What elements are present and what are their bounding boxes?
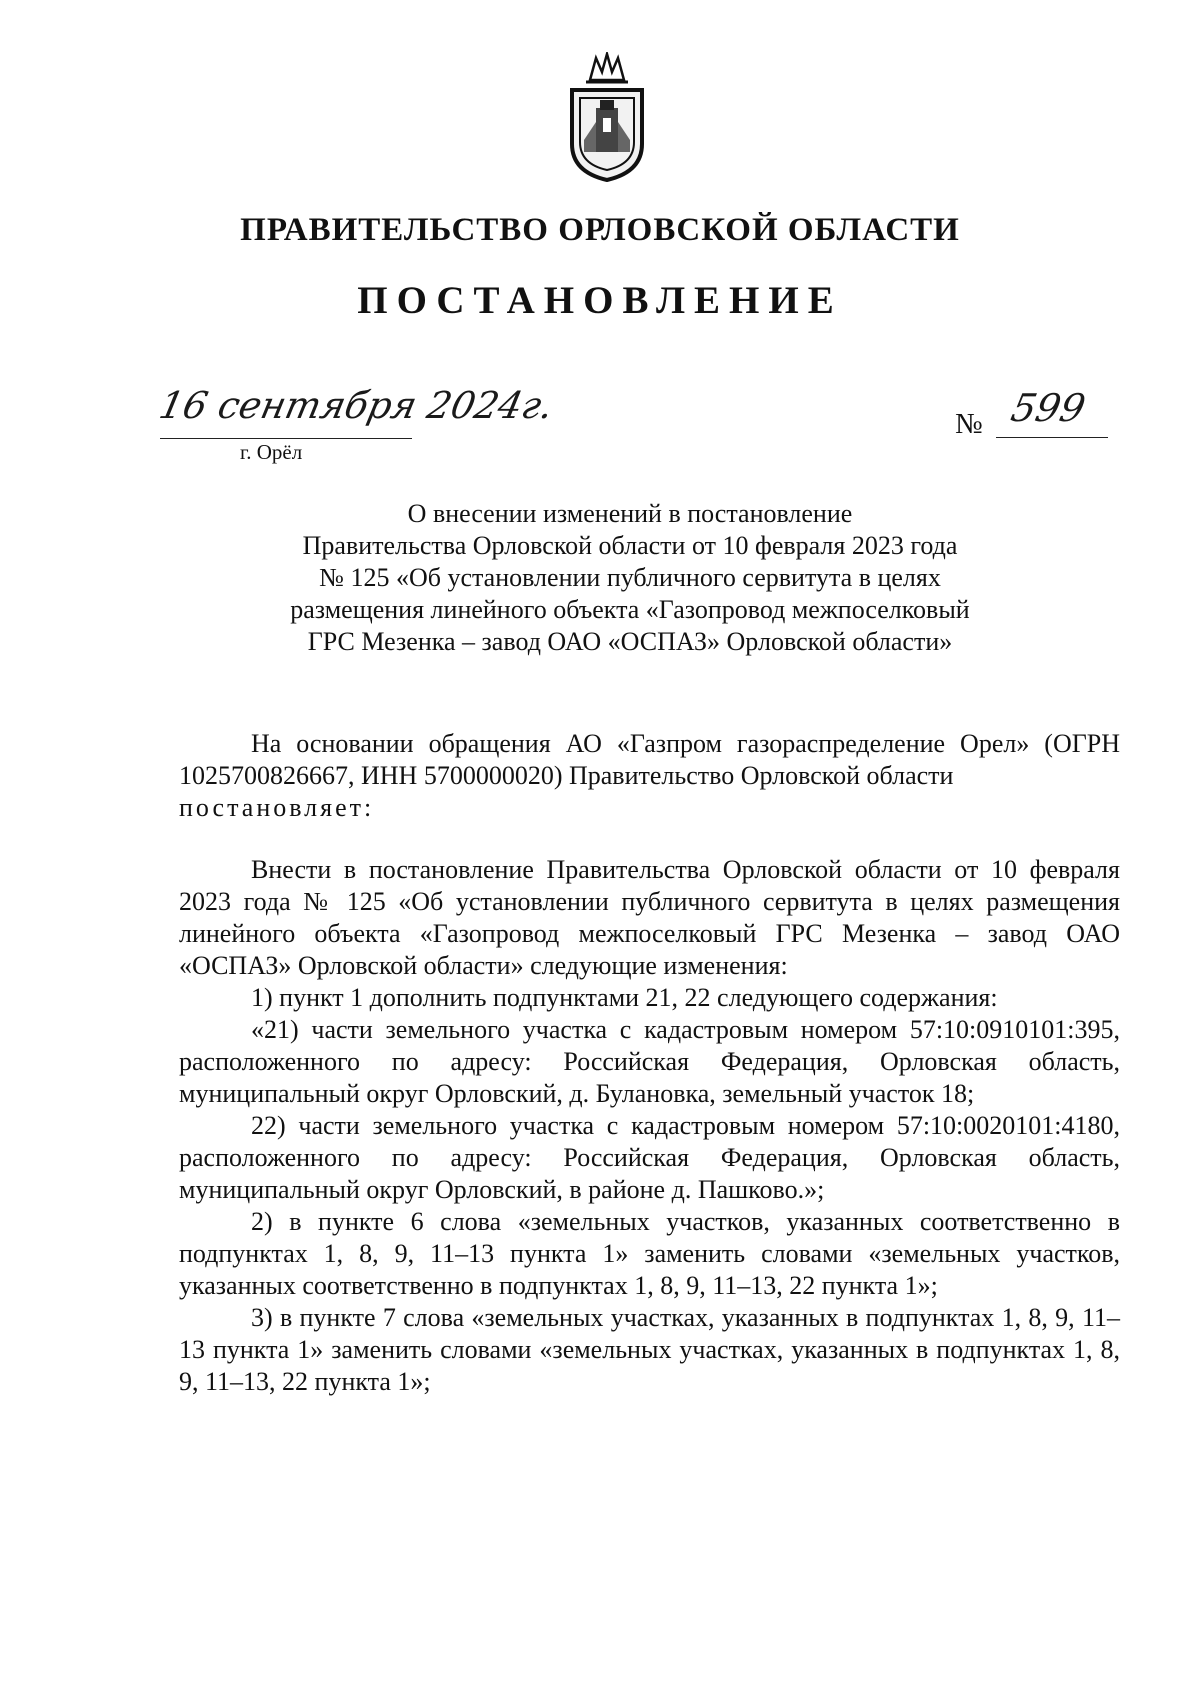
date-underline xyxy=(160,438,412,439)
title-line: № 125 «Об установлении публичного сервитута в целях xyxy=(319,563,941,592)
item-3: 3) в пункте 7 слова «земельных участках, указанных в подпунктах 1, 8, 9, 11–13 пункта 1» заменить словами «земельных участках, указанных в подпунктах 1, 8, 9, 11–13, 22 пункта 1»; xyxy=(179,1303,1120,1396)
coat-of-arms-emblem xyxy=(562,52,652,182)
preamble-paragraph: На основании обращения АО «Газпром газораспределение Орел» (ОГРН 1025700826667, ИНН 5700000020) Правительство Орловской области xyxy=(179,729,1120,790)
item-2: 2) в пункте 6 слова «земельных участков, указанных соответственно в подпунктах 1, 8, 9, 11–13 пункта 1» заменить словами «земельных участков, указанных соответственно в подпунктах 1, 8, 9, 11–13, 22 пункта 1»; xyxy=(179,1207,1120,1300)
title-line: размещения линейного объекта «Газопровод межпоселковый xyxy=(290,595,970,624)
title-line: О внесении изменений в постановление xyxy=(407,499,853,528)
document-type: ПОСТАНОВЛЕНИЕ xyxy=(357,279,843,322)
subitem-22: 22) части земельного участка с кадастровым номером 57:10:0020101:4180, расположенного по адресу: Российская Федерация, Орловская область, муниципальный округ Орловский, в районе д. Пашково.»; xyxy=(179,1111,1120,1204)
organization-name: ПРАВИТЕЛЬСТВО ОРЛОВСКОЙ ОБЛАСТИ xyxy=(240,212,960,248)
subitem-21: «21) части земельного участка с кадастровым номером 57:10:0910101:395, расположенного по адресу: Российская Федерация, Орловская область, муниципальный округ Орловский, д. Булановка, земельный участок 18; xyxy=(179,1015,1120,1108)
title-line: Правительства Орловской области от 10 февраля 2023 года xyxy=(302,531,958,560)
resolves-word: постановляет: xyxy=(179,793,375,822)
number-sign: № xyxy=(955,408,983,440)
title-line: ГРС Мезенка – завод ОАО «ОСПАЗ» Орловской области» xyxy=(307,627,953,656)
number-underline xyxy=(996,437,1108,438)
amendment-intro: Внести в постановление Правительства Орловской области от 10 февраля 2023 года № 125 «Об установлении публичного сервитута в целях размещения линейного объекта «Газопровод межпоселковый ГРС Мезенка – завод ОАО «ОСПАЗ» Орловской области» следующие изменения: xyxy=(179,855,1120,980)
handwritten-date: 16 сентября 2024г. xyxy=(155,384,558,427)
handwritten-number: 599 xyxy=(1007,386,1090,430)
document-title xyxy=(250,498,1010,658)
item-1: 1) пункт 1 дополнить подпунктами 21, 22 следующего содержания: xyxy=(251,983,998,1012)
city-label: г. Орёл xyxy=(240,440,303,464)
document-body xyxy=(179,728,1120,1398)
